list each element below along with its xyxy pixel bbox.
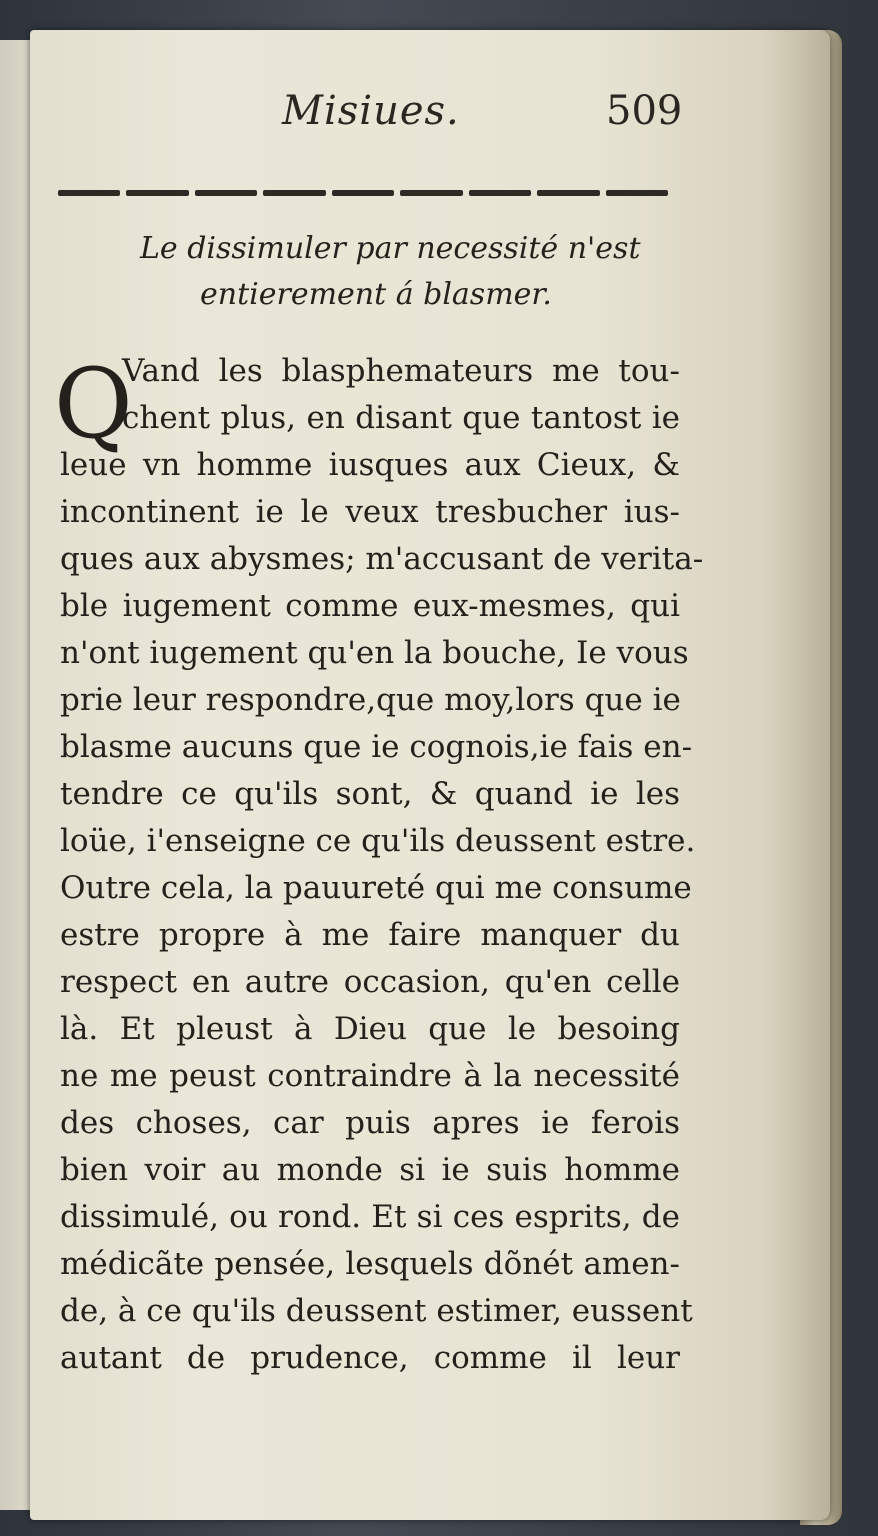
text-line: bien voir au monde si ie suis homme (60, 1152, 680, 1188)
drop-cap: Q (54, 348, 133, 460)
text-line: médicãte pensée, lesquels dõnét amen- (60, 1246, 680, 1282)
page-header (0, 88, 878, 148)
heading-line: entierement á blasmer. (200, 277, 552, 312)
text-line: dissimulé, ou rond. Et si ces esprits, de (60, 1199, 680, 1235)
text-line: ques aux abysmes; m'accusant de verita- (60, 541, 704, 577)
text-line: n'ont iugement qu'en la bouche, Ie vous (60, 635, 689, 671)
running-title: Misiues. (282, 88, 460, 134)
text-line: respect en autre occasion, qu'en celle (60, 964, 680, 1000)
heading-line: Le dissimuler par necessité n'est (140, 231, 641, 266)
body-text (60, 348, 704, 1382)
text-line: chent plus, en disant que tantost ie (122, 400, 680, 436)
ornamental-rule (58, 188, 668, 198)
text-line: autant de prudence, comme il leur (60, 1340, 680, 1376)
text-line: estre propre à me faire manquer du (60, 917, 680, 953)
text-line: de, à ce qu'ils deussent estimer, eussent (60, 1293, 693, 1329)
text-line: loüe, i'enseigne ce qu'ils deussent estre. (60, 823, 696, 859)
text-line: ne me peust contraindre à la necessité (60, 1058, 680, 1094)
page-number: 509 (606, 88, 683, 134)
text-line: prie leur respondre,que moy,lors que ie (60, 682, 681, 718)
text-line: tendre ce qu'ils sont, & quand ie les (60, 776, 680, 812)
text-line: leue vn homme iusques aux Cieux, & (60, 447, 680, 483)
text-line: blasme aucuns que ie cognois,ie fais en- (60, 729, 693, 765)
text-line: incontinent ie le veux tresbucher ius- (60, 494, 680, 530)
text-line: Outre cela, la pauureté qui me consume (60, 870, 692, 906)
text-line: Vand les blasphemateurs me tou- (122, 353, 680, 389)
text-line: là. Et pleust à Dieu que le besoing (60, 1011, 680, 1047)
text-line: des choses, car puis apres ie ferois (60, 1105, 680, 1141)
text-line: ble iugement comme eux-mesmes, qui (60, 588, 680, 624)
